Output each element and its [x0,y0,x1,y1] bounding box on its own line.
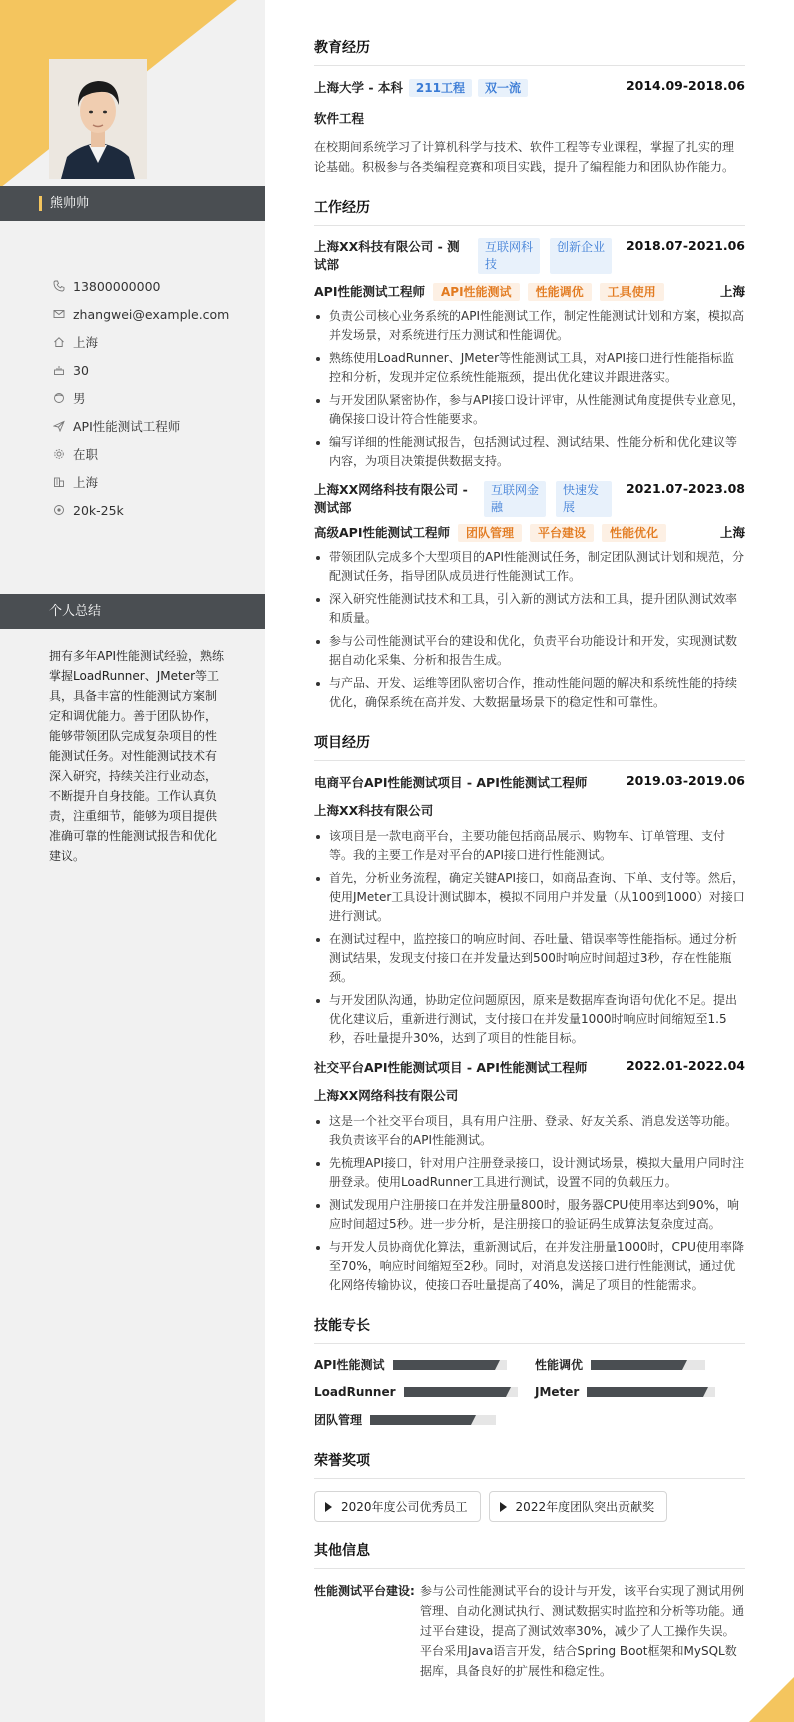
skills-section [314,1315,745,1428]
major: 软件工程 [314,111,365,126]
job-role-wrap [314,523,666,542]
job-city: 上海 [719,284,745,299]
job-role: API性能测试工程师 [314,284,425,299]
list-item: 该项目是一款电商平台，主要功能包括商品展示、购物车、订单管理、支付等。我的主要工作是对平台的API接口进行性能测试。 [314,827,745,865]
summary-title: 个人总结 [49,604,102,619]
phone-icon [49,279,69,293]
list-item: 编写详细的性能测试报告，包括测试过程、测试结果、性能分析和优化建议等内容，为项目决策提供数据支持。 [314,433,745,471]
edu-tag: 211工程 [409,79,472,97]
job-item [314,481,745,712]
job-role-wrap [314,282,664,301]
sidebar [0,0,265,1722]
info-email [49,300,259,328]
other-item [314,1581,745,1681]
role-tag: API性能测试 [433,283,520,301]
project-name: 社交平台API性能测试项目 - API性能测试工程师 [314,1060,588,1075]
city-value: 上海 [73,335,99,350]
job-header [314,481,745,517]
info-phone [49,272,259,300]
list-item: 这是一个社交平台项目，具有用户注册、登录、好友关系、消息发送等功能。我负责该平台的API性能测试。 [314,1112,745,1150]
age-value: 30 [73,362,89,378]
job-company-line [314,238,612,274]
award-name: 2022年度团队突出贡献奖 [515,1500,655,1514]
job-item [314,238,745,471]
email-value: zhangwei@example.com [73,306,230,322]
avatar [49,59,147,179]
list-item: 参与公司性能测试平台的建设和优化，负责平台功能设计和开发，实现测试数据自动化采集、分析和报告生成。 [314,632,745,670]
list-item: 负责公司核心业务系统的API性能测试工作，制定性能测试计划和方案，模拟高并发场景，对系统进行压力测试和性能调优。 [314,307,745,345]
project-bullets [314,827,745,1048]
list-item: 与开发人员协商优化算法，重新测试后，在并发注册量1000时，CPU使用率降至70%，响应时间缩短至2秒。同时，对消息发送接口进行性能测试，通过优化网络传输协议，使接口吞吐量提高了40%，满足了项目的性能需求。 [314,1238,745,1295]
project-bullets [314,1112,745,1295]
education-desc: 在校期间系统学习了计算机科学与技术、软件工程等专业课程，掌握了扎实的理论基础。积极参与各类编程竞赛和项目实践，提升了编程能力和团队协作能力。 [314,140,735,174]
skill-name: API性能测试 [314,1358,385,1372]
list-item: 熟练使用LoadRunner、JMeter等性能测试工具，对API接口进行性能指标监控和分析，发现并定位系统性能瓶颈，提出优化建议并跟进落实。 [314,349,745,387]
skills-grid [314,1356,745,1428]
project-date: 2019.03-2019.06 [625,773,745,788]
skill-bar-fill [393,1360,496,1370]
section-title: 其他信息 [314,1540,745,1569]
info-city [49,328,259,356]
section-title: 工作经历 [314,197,745,226]
skill-bar-fill [587,1387,702,1397]
project-item [314,773,745,1048]
coin-icon [49,503,69,517]
skill-bar-fill [591,1360,682,1370]
skill-item [535,1385,745,1399]
role-tag: 性能优化 [602,524,666,542]
send-icon [49,419,69,433]
info-position [49,412,259,440]
other-text: 参与公司性能测试平台的设计与开发，该平台实现了测试用例管理、自动化测试执行、测试数据实时监控和分析等功能。通过平台建设，提高了测试效率30%，减少了人工操作失误。平台采用Java语言开发，结合Spring Boot框架和MySQL数据库，具备良好的扩展性和稳定性。 [420,1584,745,1678]
info-salary [49,496,259,524]
info-gender [49,384,259,412]
job-company: 上海XX网络科技有限公司 - 测试部 [314,482,468,515]
gear-icon [49,447,69,461]
award-badge [489,1491,668,1522]
home-icon [49,335,69,349]
skill-item [535,1356,745,1373]
avatar-portrait-icon [49,59,147,179]
play-icon [325,1502,332,1512]
edu-tag: 双一流 [478,79,528,97]
project-header [314,773,745,791]
job-company-line [314,481,612,517]
job-tag: 创新企业 [550,238,612,274]
list-item: 与开发团队紧密协作，参与API接口设计评审，从性能测试角度提供专业意见，确保接口设计符合性能要求。 [314,391,745,429]
main-content [314,37,745,1681]
job-header [314,238,745,274]
phone-value: 13800000000 [73,278,161,294]
list-item: 深入研究性能测试技术和工具，引入新的测试方法和工具，提升团队测试效率和质量。 [314,590,745,628]
list-item: 与开发团队沟通，协助定位问题原因，原来是数据库查询语句优化不足。提出优化建议后，重新进行测试，支付接口在并发量1000时响应时间缩短至1.5秒，吞吐量提升30%，达到了项目的性能目标。 [314,991,745,1048]
summary-text: 拥有多年API性能测试经验，熟练掌握LoadRunner、JMeter等工具，具备丰富的性能测试方案制定和调优能力。善于团队协作，能够带领团队完成复杂项目的性能测试任务。对性能测试技术有深入研究，持续关注行业动态，不断提升自身技能。工作认真负责，注重细节，能够为项目提供准确可靠的性能测试报告和优化建议。 [49,649,224,863]
list-item: 在测试过程中，监控接口的响应时间、吞吐量、错误率等性能指标。通过分析测试结果，发现支付接口在并发量达到500时响应时间超过3秒，存在性能瓶颈。 [314,930,745,987]
salary-value: 20k-25k [73,502,124,518]
projects-section [314,732,745,1295]
corner-accent-triangle [749,1677,794,1722]
work-section [314,197,745,712]
job-date: 2018.07-2021.06 [625,238,745,253]
school-name: 上海大学 - 本科 [314,80,403,95]
project-company: 上海XX科技有限公司 [314,803,434,818]
section-title: 项目经历 [314,732,745,761]
job-role-line [314,523,745,542]
skill-bar [587,1387,715,1397]
honors-section [314,1450,745,1522]
project-header [314,1058,745,1076]
job-city: 上海 [719,525,745,540]
job-tag: 互联网金融 [484,481,546,517]
skill-bar [404,1387,518,1397]
project-company: 上海XX网络科技有限公司 [314,1088,459,1103]
project-date: 2022.01-2022.04 [625,1058,745,1073]
role-tag: 平台建设 [530,524,594,542]
summary-bar [0,594,265,629]
award-badge [314,1491,481,1522]
other-section [314,1540,745,1681]
job-tag: 快速发展 [556,481,612,517]
other-label: 性能测试平台建设: [314,1584,415,1598]
role-tag: 团队管理 [458,524,522,542]
target-city-value: 上海 [73,475,99,490]
list-item: 首先，分析业务流程，确定关键API接口，如商品查询、下单、支付等。然后，使用JMeter工具设计测试脚本，模拟不同用户并发量（从100到1000）对接口进行测试。 [314,869,745,926]
job-date: 2021.07-2023.08 [625,481,745,496]
name-bar [0,186,265,221]
awards-list [314,1491,745,1522]
job-bullets [314,307,745,471]
project-item [314,1058,745,1295]
cake-icon [49,363,69,377]
skill-bar [370,1415,496,1425]
skill-bar-fill [370,1415,471,1425]
section-title: 教育经历 [314,37,745,66]
skill-item [314,1356,535,1373]
skill-name: JMeter [535,1385,580,1399]
skill-item [314,1385,535,1399]
education-school-line [314,78,528,97]
list-item: 测试发现用户注册接口在并发注册量800时，服务器CPU使用率达到90%，响应时间超过5秒。进一步分析，是注册接口的验证码生成算法复杂度过高。 [314,1196,745,1234]
list-item: 带领团队完成多个大型项目的API性能测试任务，制定团队测试计划和规范，分配测试任务，指导团队成员进行性能测试工作。 [314,548,745,586]
job-role: 高级API性能测试工程师 [314,525,450,540]
skill-bar [393,1360,507,1370]
job-role-line [314,282,745,301]
list-item: 先梳理API接口，针对用户注册登录接口，设计测试场景，模拟大量用户同时注册登录。使用LoadRunner工具进行测试，设置不同的负载压力。 [314,1154,745,1192]
award-name: 2020年度公司优秀员工 [341,1500,468,1514]
skill-name: 团队管理 [314,1413,363,1427]
building-icon [49,475,69,489]
job-tag: 互联网科技 [478,238,540,274]
job-bullets [314,548,745,712]
education-header [314,78,745,97]
section-title: 技能专长 [314,1315,745,1344]
info-age [49,356,259,384]
education-date: 2014.09-2018.06 [625,78,745,93]
project-name: 电商平台API性能测试项目 - API性能测试工程师 [314,775,588,790]
profile-name: 熊帅帅 [50,196,90,211]
education-section [314,37,745,177]
skill-name: LoadRunner [314,1385,396,1399]
status-value: 在职 [73,447,99,462]
role-tag: 性能调优 [528,283,592,301]
skill-bar-fill [404,1387,507,1397]
play-icon [500,1502,507,1512]
job-company: 上海XX科技有限公司 - 测试部 [314,239,460,272]
mail-icon [49,307,69,321]
info-target-city [49,468,259,496]
gender-value: 男 [73,391,86,406]
info-status [49,440,259,468]
position-value: API性能测试工程师 [73,419,181,434]
skill-bar [591,1360,705,1370]
skill-name: 性能调优 [535,1358,584,1372]
section-title: 荣誉奖项 [314,1450,745,1479]
gender-icon [49,391,69,405]
skill-item [314,1411,535,1428]
list-item: 与产品、开发、运维等团队密切合作，推动性能问题的解决和系统性能的持续优化，确保系统在高并发、大数据量场景下的稳定性和可靠性。 [314,674,745,712]
role-tag: 工具使用 [600,283,664,301]
contact-info-list [49,272,259,524]
